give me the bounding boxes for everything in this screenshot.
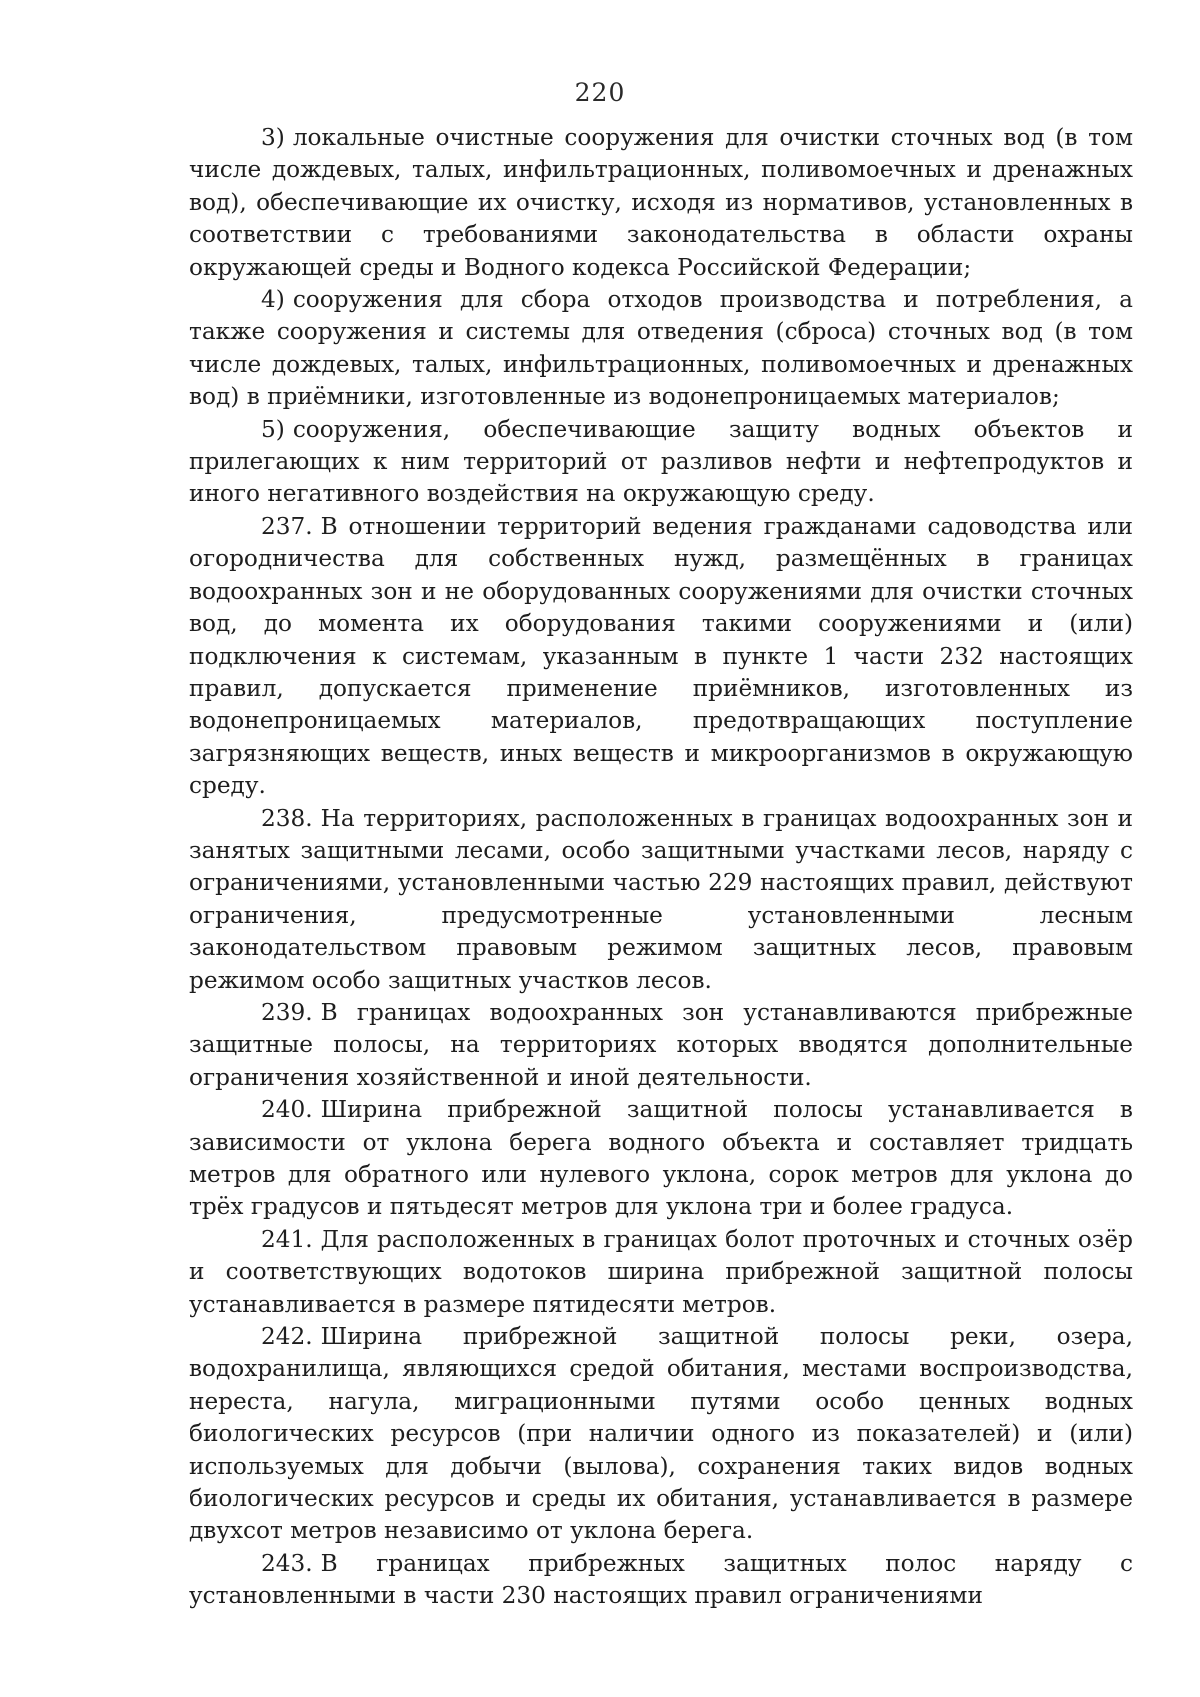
page-number: 220: [574, 78, 626, 107]
item-number: 3): [261, 124, 285, 151]
paragraph-241: [189, 1224, 1133, 1321]
item-number: 243.: [261, 1549, 313, 1577]
paragraph-243: [189, 1548, 1133, 1613]
paragraph-text: сооружения, обеспечивающие защиту водных объектов и прилегающих к ним территорий от разливов нефти и нефтепродуктов и иного негативного воздействия на окружающую среду.: [189, 415, 1133, 508]
item-number: 239.: [261, 998, 313, 1026]
item-number: 238.: [261, 804, 313, 832]
paragraph-text: В границах прибрежных защитных полос наряду с установленными в части 230 настоящих правил ограничениями: [189, 1549, 1133, 1610]
paragraph-text: Ширина прибрежной защитной полосы устанавливается в зависимости от уклона берега водного объекта и составляет тридцать метров для обратного или нулевого уклона, сорок метров для уклона до трёх градусов и пятьдесят метров для уклона три и более градуса.: [189, 1096, 1133, 1221]
item-number: 242.: [261, 1323, 313, 1351]
paragraph-text: В отношении территорий ведения гражданами садоводства или огородничества для собственных нужд, размещённых в границах водоохранных зон и не оборудованных сооружениями для очистки сточных вод, до момента их оборудования такими сооружениями и (или) подключения к системам, указанным в пункте 1 части 232 настоящих правил, допускается применение приёмников, изготовленных из водонепроницаемых материалов, предотвращающих поступление загрязняющих веществ, иных веществ и микроорганизмов в окружающую среду.: [189, 512, 1133, 800]
document-body: [189, 122, 1133, 1613]
paragraph-text: Ширина прибрежной защитной полосы реки, озера, водохранилища, являющихся средой обитания, местами воспроизводства, нереста, нагула, миграционными путями особо ценных водных биологических ресурсов (при наличии одного из показателей) и (или) используемых для добычи (вылова), сохранения таких видов водных биологических ресурсов и среды их обитания, устанавливается в размере двухсот метров независимо от уклона берега.: [189, 1323, 1133, 1545]
paragraph-239: [189, 997, 1133, 1094]
item-number: 241.: [261, 1225, 313, 1253]
paragraph-text: локальные очистные сооружения для очистки сточных вод (в том числе дождевых, талых, инфильтрационных, поливомоечных и дренажных вод), обеспечивающие их очистку, исходя из нормативов, установленных в соответствии с требованиями законодательства в области охраны окружающей среды и Водного кодекса Российской Федерации;: [189, 124, 1133, 281]
paragraph-item-3: [189, 122, 1133, 284]
paragraph-238: [189, 803, 1133, 997]
paragraph-text: В границах водоохранных зон устанавливаются прибрежные защитные полосы, на территориях которых вводятся дополнительные ограничения хозяйственной и иной деятельности.: [189, 998, 1133, 1091]
paragraph-237: [189, 511, 1133, 803]
paragraph-240: [189, 1094, 1133, 1224]
item-number: 4): [261, 286, 285, 314]
paragraph-text: Для расположенных в границах болот проточных и сточных озёр и соответствующих водотоков ширина прибрежной защитной полосы устанавливается в размере пятидесяти метров.: [189, 1225, 1133, 1318]
paragraph-242: [189, 1321, 1133, 1548]
item-number: 237.: [261, 512, 313, 540]
paragraph-text: сооружения для сбора отходов производства и потребления, а также сооружения и системы для отведения (сброса) сточных вод (в том числе дождевых, талых, инфильтрационных, поливомоечных и дренажных вод) в приёмники, изготовленные из водонепроницаемых материалов;: [189, 286, 1133, 411]
paragraph-text: На территориях, расположенных в границах водоохранных зон и занятых защитными лесами, особо защитными участками лесов, наряду с ограничениями, установленными частью 229 настоящих правил, действуют ограничения, предусмотренные установленными лесным законодательством правовым режимом защитных лесов, правовым режимом особо защитных участков лесов.: [189, 804, 1133, 994]
item-number: 5): [261, 415, 285, 443]
item-number: 240.: [261, 1096, 313, 1124]
paragraph-item-5: [189, 414, 1133, 511]
paragraph-item-4: [189, 284, 1133, 414]
